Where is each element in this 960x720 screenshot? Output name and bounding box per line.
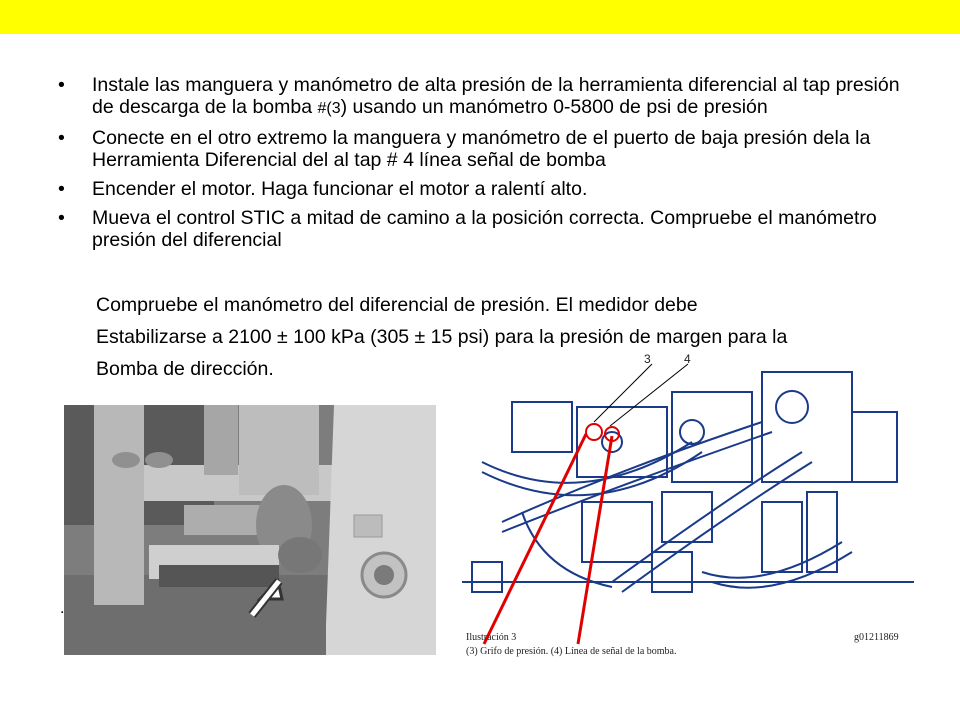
figure-caption-text: (3) Grifo de presión. (4) Línea de señal de la bomba. bbox=[466, 646, 677, 657]
instruction-list bbox=[58, 74, 908, 258]
instruction-line: Estabilizarse a 2100 ± 100 kPa (305 ± 15 psi) para la presión de margen para la bbox=[96, 326, 788, 348]
list-item bbox=[58, 74, 908, 120]
figure-caption-title: Ilustración 3 bbox=[466, 632, 517, 643]
bullet-text: Encender el motor. Haga funcionar el motor a ralentí alto. bbox=[92, 178, 588, 200]
callout-3-label: 3 bbox=[644, 352, 651, 366]
instruction-line: Bomba de dirección. bbox=[96, 358, 274, 380]
bullet-text: Mueva el control STIC a mitad de camino a la posición correcta. Compruebe el manómetro presión del diferencial bbox=[92, 207, 877, 251]
bullet-text: Instale las manguera y manómetro de alta presión de la herramienta diferencial al tap presión de descarga de la bomba bbox=[92, 74, 900, 118]
bullet-text-end: ) usando un manómetro 0-5800 de psi de presión bbox=[340, 96, 768, 118]
machine-photo-drawing bbox=[64, 405, 436, 655]
list-item bbox=[58, 127, 908, 171]
bullet-text-small: #(3 bbox=[317, 100, 341, 117]
stray-period: . bbox=[60, 600, 65, 617]
bullet-marker: • bbox=[58, 74, 65, 96]
list-item bbox=[58, 207, 908, 251]
bullet-marker: • bbox=[58, 178, 65, 200]
instruction-line: Compruebe el manómetro del diferencial de presión. El medidor debe bbox=[96, 294, 698, 316]
title-band bbox=[0, 0, 960, 34]
list-item bbox=[58, 178, 908, 200]
callout-4-label: 4 bbox=[684, 352, 691, 366]
machine-photo bbox=[64, 405, 436, 655]
bullet-marker: • bbox=[58, 127, 65, 149]
figure-id: g01211869 bbox=[854, 632, 899, 643]
diagram-drawing bbox=[462, 352, 914, 662]
bullet-marker: • bbox=[58, 207, 65, 229]
hydraulic-diagram bbox=[462, 352, 914, 662]
bullet-text: Conecte en el otro extremo la manguera y manómetro de el puerto de baja presión dela la Herramienta Diferencial del al tap # 4 línea señal de bomba bbox=[92, 127, 871, 171]
